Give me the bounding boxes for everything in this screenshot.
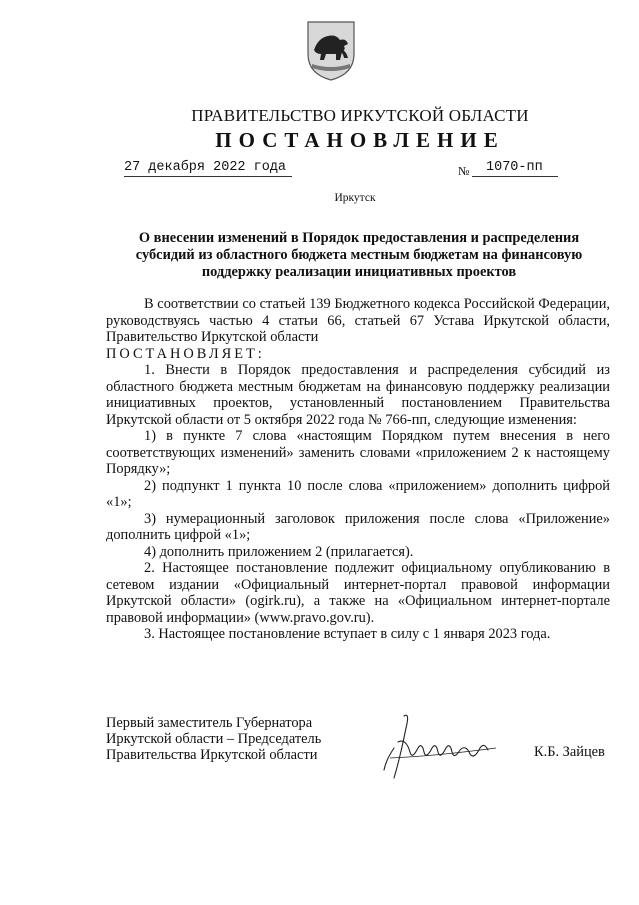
paragraph-1-item-4: 4) дополнить приложением 2 (прилагается). xyxy=(144,543,414,560)
document-date: 27 декабря 2022 года xyxy=(124,160,292,177)
position-line: Первый заместитель Губернатора xyxy=(106,715,313,731)
intro-paragraph: В соответствии со статьей 139 Бюджетного кодекса Российской Федерации, руководствуясь частью 4 статьи 66, статьей 67 Устава Иркутской области, Правительство Иркутской области xyxy=(106,296,610,345)
position-line: Правительства Иркутской области xyxy=(106,747,318,763)
resolves-heading: ПОСТАНОВЛЯЕТ: xyxy=(106,345,265,362)
paragraph-3: 3. Настоящее постановление вступает в силу с 1 января 2023 года. xyxy=(144,626,551,642)
signatory-position xyxy=(106,715,346,763)
handwritten-signature xyxy=(376,708,506,788)
document-title: О внесении изменений в Порядок предоставления и распределения субсидий из областного бюджета местным бюджетам на финансовую поддержку реализации инициативных проектов xyxy=(135,230,583,280)
number-sign: № xyxy=(458,164,470,178)
paragraph-1-item-1: 1) в пункте 7 слова «настоящим Порядком путем внесения в него соответствующих изменений» заменить словами «приложением 2 к настоящему Порядку»; xyxy=(106,428,610,477)
paragraph-1: 1. Внести в Порядок предоставления и распределения субсидий из областного бюджета местным бюджетам на финансовую поддержку реализации инициативных проектов, установленный постановлением Правительства Иркутской области от 5 октября 2022 года № 766-пп, следующие изменения: xyxy=(106,362,610,428)
document-number: 1070-пп xyxy=(472,160,558,177)
paragraph-1-item-3: 3) нумерационный заголовок приложения после слова «Приложение» дополнить цифрой «1»; xyxy=(106,510,610,543)
signer-name: К.Б. Зайцев xyxy=(534,744,605,760)
coat-of-arms-icon xyxy=(306,20,356,82)
city: Иркутск xyxy=(334,192,376,204)
document-type: ПОСТАНОВЛЕНИЕ xyxy=(215,128,505,152)
government-name: ПРАВИТЕЛЬСТВО ИРКУТСКОЙ ОБЛАСТИ xyxy=(191,106,529,125)
paragraph-1-item-2: 2) подпункт 1 пункта 10 после слова «приложением» дополнить цифрой «1»; xyxy=(106,477,610,510)
paragraph-2: 2. Настоящее постановление подлежит официальному опубликованию в сетевом издании «Официальный интернет-портал правовой информации Иркутской области» (ogirk.ru), а также на «Официальном интернет-портале правовой информации» (www.pravo.gov.ru). xyxy=(106,560,610,626)
position-line: Иркутской области – Председатель xyxy=(106,731,322,747)
document-body xyxy=(106,296,610,643)
